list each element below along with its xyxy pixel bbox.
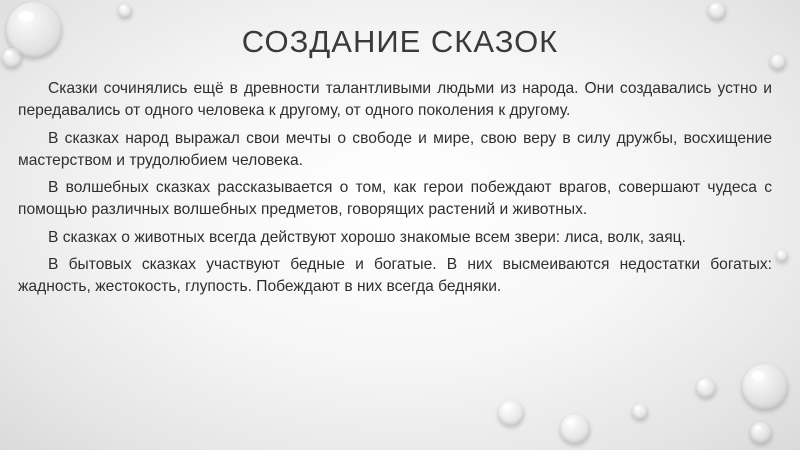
water-drop-decoration (632, 404, 648, 420)
slide-body (18, 78, 772, 304)
water-drop-decoration (742, 364, 788, 410)
paragraph-1: Сказки сочинялись ещё в древности талантливыми людьми из народа. Они создавались устно и передавались от одного человека к другому, от одного поколения к другому. (18, 80, 772, 120)
water-drop-decoration (696, 378, 716, 398)
water-drop-decoration (776, 250, 788, 262)
paragraph-5: В бытовых сказках участвуют бедные и богатые. В них высмеиваются недостатки богатых: жадность, жестокость, глупость. Побеждают в них всегда бедняки. (18, 256, 772, 296)
slide-title: СОЗДАНИЕ СКАЗОК (241, 24, 559, 59)
water-drop-decoration (118, 4, 132, 18)
paragraph-3: В волшебных сказках рассказывается о том, как герои побеждают врагов, совершают чудеса с помощью различных волшебных предметов, говорящих растений и животных. (18, 179, 772, 219)
water-drop-decoration (498, 400, 524, 426)
water-drop-decoration (560, 414, 590, 444)
water-drop-decoration (750, 422, 772, 444)
paragraph-4: В сказках о животных всегда действуют хорошо знакомые всем звери: лиса, волк, заяц. (48, 228, 686, 246)
paragraph-2: В сказках народ выражал свои мечты о свободе и мире, свою веру в силу дружбы, восхищение мастерством и трудолюбием человека. (18, 129, 772, 169)
water-drop-decoration (708, 2, 726, 20)
